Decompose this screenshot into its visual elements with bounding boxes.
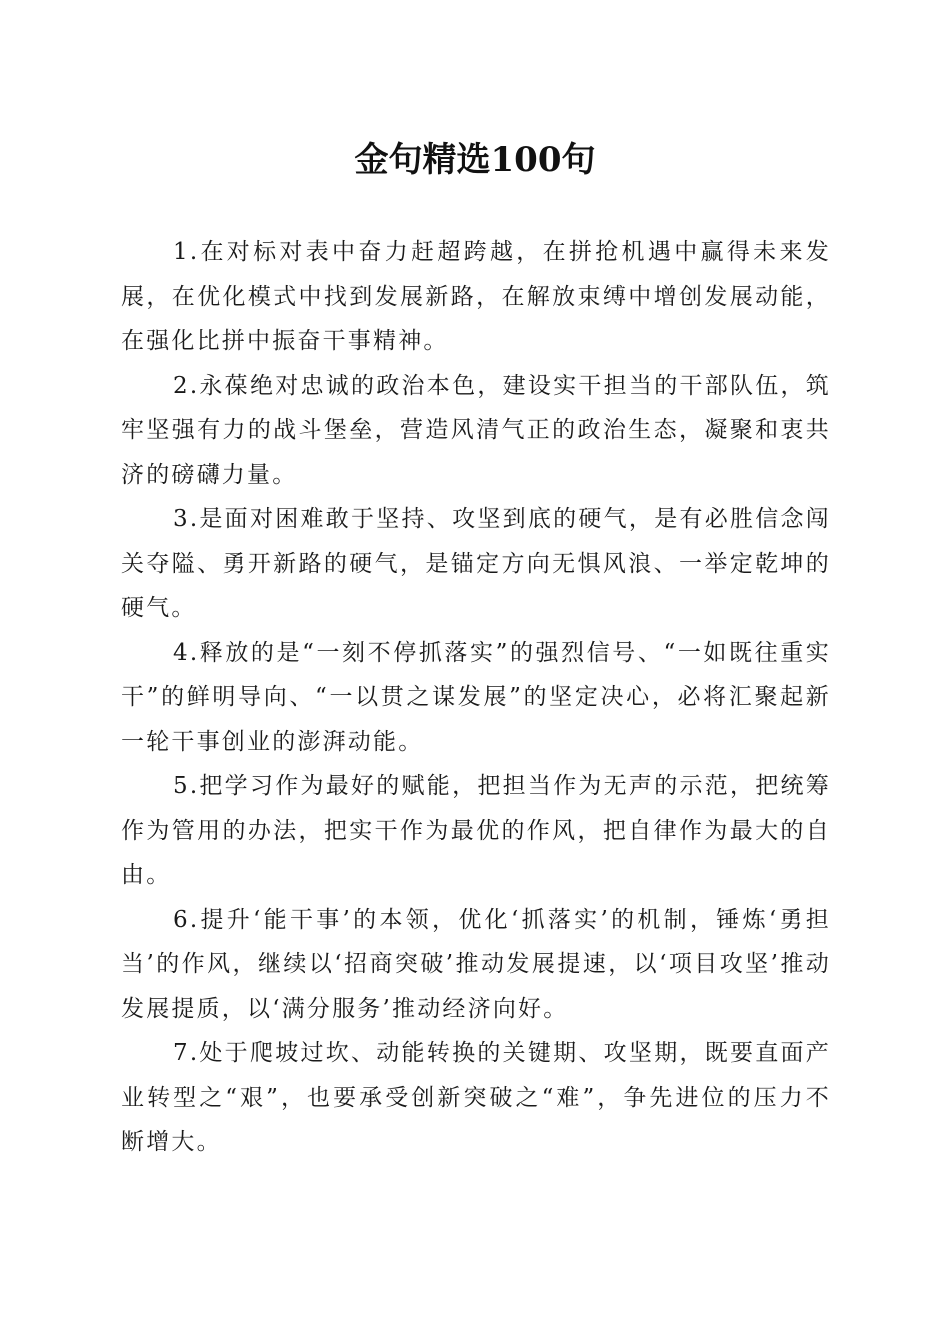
document-body (121, 230, 831, 1165)
paragraph-6: 6.提升‘能干事’的本领，优化‘抓落实’的机制，锤炼‘勇担当’的作风，继续以‘招商突破’推动发展提速，以‘项目攻坚’推动发展提质，以‘满分服务’推动经济向好。 (121, 906, 831, 1022)
paragraph-1: 1.在对标对表中奋力赶超跨越，在拼抢机遇中赢得未来发展，在优化模式中找到发展新路，在解放束缚中增创发展动能，在强化比拼中振奋干事精神。 (121, 239, 831, 354)
paragraph-5: 5.把学习作为最好的赋能，把担当作为无声的示范，把统筹作为管用的办法，把实干作为最优的作风，把自律作为最大的自由。 (121, 773, 831, 888)
page-title: 金句精选100句 (354, 140, 596, 180)
paragraph-2: 2.永葆绝对忠诚的政治本色，建设实干担当的干部队伍，筑牢坚强有力的战斗堡垒，营造风清气正的政治生态，凝聚和衷共济的磅礴力量。 (121, 372, 831, 488)
paragraph-3: 3.是面对困难敢于坚持、攻坚到底的硬气，是有必胜信念闯关夺隘、勇开新路的硬气，是锚定方向无惧风浪、一举定乾坤的硬气。 (121, 506, 831, 621)
paragraph-4: 4.释放的是“一刻不停抓落实”的强烈信号、“一如既往重实干”的鲜明导向、“一以贯之谋发展”的坚定决心，必将汇聚起新一轮干事创业的澎湃动能。 (121, 639, 831, 755)
paragraph-7: 7.处于爬坡过坎、动能转换的关键期、攻坚期，既要直面产业转型之“艰”，也要承受创新突破之“难”，争先进位的压力不断增大。 (121, 1040, 831, 1155)
